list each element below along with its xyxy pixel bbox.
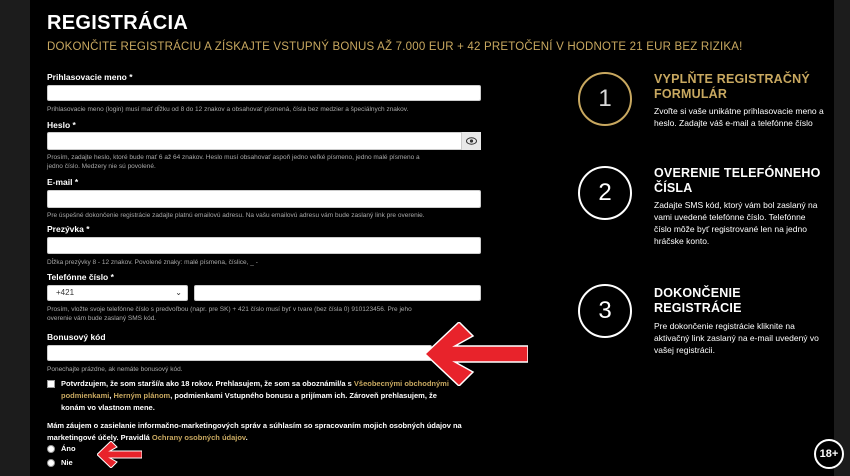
email-input[interactable] [47,190,481,208]
username-hint: Prihlasovacie meno (login) musí mať dĺžku od 8 do 12 znakov a obsahovať písmená, čísla bez medzier a špeciálnych znakov. [47,106,409,113]
nickname-hint: Dĺžka prezývky 8 - 12 znakov. Povolené znaky: malé písmena, číslice, _ - [47,259,258,266]
marketing-yes-label: Áno [61,444,76,453]
email-label: E-mail * [47,177,79,187]
phone-hint-line2: overenie vám bude zaslaný SMS kód. [47,315,157,322]
password-hint-line2: jedno číslo. Medzery nie sú povolené. [47,163,156,170]
step-1-circle: 1 [578,72,632,126]
privacy-link[interactable]: Ochrany osobných údajov [151,433,246,442]
password-input[interactable] [47,132,481,150]
bonus-input[interactable] [47,345,432,361]
phone-label: Telefónne číslo * [47,272,114,282]
step-1-text: Zvoľte si vaše unikátne prihlasovacie meno a heslo. Zadajte váš e-mail a telefónne číslo [654,106,824,128]
step-3-title: DOKONČENIE REGISTRÁCIE [654,286,742,315]
right-frame [834,0,850,476]
username-label: Prihlasovacie meno * [47,72,133,82]
step-1-title: VYPLŇTE REGISTRAČNÝ FORMULÁR [654,72,810,101]
password-label: Heslo * [47,120,76,130]
email-hint: Pre úspešné dokončenie registrácie zadajte platnú emailovú adresu. Na vašu emailovú adresu vám bude zaslaný link pre overenie. [47,212,425,219]
page-subtitle: DOKONČITE REGISTRÁCIU A ZÍSKAJTE VSTUPNÝ BONUS AŽ 7.000 EUR + 42 PRETOČENÍ V HODNOTE 21 EUR BEZ RIZIKA! [47,41,743,53]
arrow-pointer-bonus [425,322,528,386]
chevron-down-icon: ⌄ [175,288,182,297]
age-restriction-badge: 18+ [814,439,844,469]
country-code-select[interactable] [47,285,188,301]
consent-text: Potvrdzujem, že som starší/a ako 18 rokov. Prehlasujem, že som sa oboznámil/a s Všeobecnými obchodnými podmienkami, Herným plánom, podmienkami Vstupného bonusu a prijímam ich. Zároveň prehlasujem, že konám vo vlastnom mene. [61,379,449,412]
marketing-no-radio[interactable] [47,459,55,467]
eye-icon[interactable] [461,132,481,150]
marketing-text: Mám záujem o zasielanie informačno-marketingových správ a súhlasím so spracovaním mojich osobných údajov na marketingové účely. Pravidlá Ochrany osobných údajov. [47,421,462,442]
arrow-pointer-marketing [97,441,142,468]
nickname-input[interactable] [47,237,481,254]
password-hint-line1: Prosím, zadajte heslo, ktoré bude mať 6 až 64 znakov. Heslo musí obsahovať aspoň jedno veľké písmeno, jedno malé písmeno a [47,154,420,161]
terms-link[interactable]: Všeobecnými obchodnými podmienkami [61,379,449,400]
step-2-text: Zadajte SMS kód, ktorý vám bol zaslaný na vami uvedené telefónne číslo. Telefónne číslo môže byť registrované len na jedno hráčske konto. [654,200,818,246]
username-input[interactable] [47,85,481,101]
step-3-text: Pre dokončenie registrácie kliknite na aktivačný link zaslaný na e-mail uvedený vo vašej registrácii. [654,321,819,355]
phone-hint-line1: Prosím, vložte svoje telefónne číslo s predvoľbou (napr. pre SK) + 421 číslo musí byť v tvare (bez čísla 0) 910123456. Pre jeho [47,306,412,313]
game-plan-link[interactable]: Herným plánom [113,391,171,400]
step-2-circle: 2 [578,166,632,220]
marketing-no-label: Nie [61,458,73,467]
step-3-circle: 3 [578,284,632,338]
page-title: REGISTRÁCIA [47,12,189,34]
bonus-label: Bonusový kód [47,332,106,342]
step-2-title: OVERENIE TELEFÓNNEHO ČÍSLA [654,166,821,195]
country-code-value: +421 [56,288,75,297]
left-frame [0,0,30,476]
marketing-yes-radio[interactable] [47,445,55,453]
nickname-label: Prezývka * [47,224,90,234]
phone-input[interactable] [194,285,481,301]
bonus-hint: Ponechajte prázdne, ak nemáte bonusový kód. [47,366,183,373]
consent-checkbox[interactable] [47,380,55,388]
